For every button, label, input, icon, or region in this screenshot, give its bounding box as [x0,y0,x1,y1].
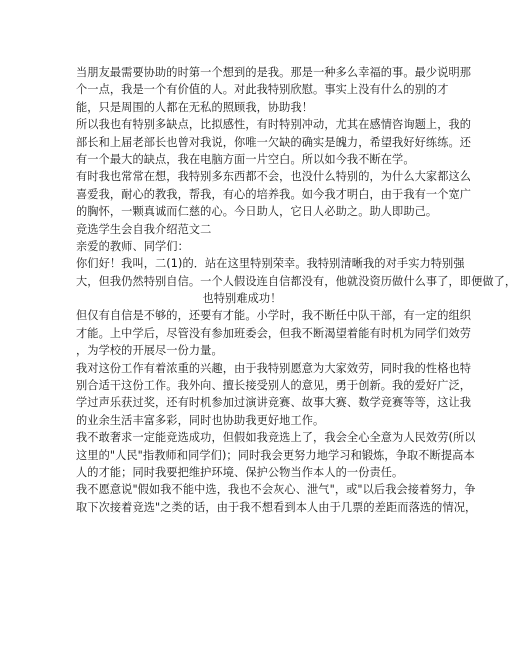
text-line: 个一点，我是一个有价值的人。对此我特别欣慰。事实上没有什么的别的才 [76,83,449,97]
text-line: 喜爱我，耐心的教我，帮我，有心的培养我。如今我才明白，由于我有一个宽广 [76,187,472,201]
text-line: 取下次接着竞选"之类的话，由于我不想看到本人由于几票的差距而落选的情况， [76,500,477,514]
text-line: 你们好！我叫，二(1)的．站在这里特别荣幸。我特别清晰我的对手实力特别强 [76,257,465,271]
text-line: 也特别难成功！ [202,292,282,306]
text-line: 我对这份工作有着浓重的兴趣，由于我特别愿意为大家效劳，同时我的性格也特 [76,361,472,375]
text-line: 当朋友最需要协助的时第一个想到的是我。那是一种多么幸福的事。最少说明那 [76,66,472,79]
text-line: 学过声乐获过奖，还有时机参加过演讲竞赛、故事大赛、数学竞赛等等，这让我 [76,396,472,410]
text-line: 的胸怀，一颗真诚而仁慈的心。今日助人，它日人必助之。助人即助己。 [76,205,438,219]
text-line: 部长和上届老部长也曾对我说，你唯一欠缺的确实是魄力，希望我好好练练。还 [76,135,472,149]
text-line: 所以我也有特别多缺点，比拟感性，有时特别冲动，尤其在感情咨询题上，我的 [76,118,472,132]
text-line: 但仅有自信是不够的，还要有才能。小学时，我不断任中队干部，有一定的组织 [76,309,472,323]
text-line: ，为学校的开展尽一份力量。 [76,344,223,358]
text-line: 我不敢奢求一定能竞选成功，但假如我竞选上了，我会全心全意为人民效劳(所以 [76,431,476,445]
text-line: 有一个最大的缺点，我在电脑方面一片空白。所以如今我不断在学。 [76,152,415,166]
text-line: 别合适干这份工作。我外向、擅长接受别人的意见，勇于创新。我的爱好广泛， [76,379,472,393]
text-line: 人的才能；同时我要把维护环境、保护公物当作本人的一份责任。 [76,465,404,479]
text-line: 有时我也常常在想，我特别多东西都不会，也没什么特别的，为什么大家都这么 [76,170,472,184]
document-body [76,64,516,516]
text-line: 大，但我仍然特别自信。一个人假设连自信都没有，他就没资历做什么事了，即便做了， [76,274,516,288]
text-line: 我不愿意说"假如我不能中选，我也不会灰心、泄气"，或"以后我会接着努力，争 [76,483,476,497]
text-line: 这里的"人民"指教师和同学们)；同时我会更努力地学习和锻炼，争取不断提高本 [76,448,475,462]
text-line: 能，只是周围的人都在无私的照顾我，协助我！ [76,100,314,114]
text-line: 才能。上中学后，尽管没有参加班委会，但我不断渴望着能有时机为同学们效劳 [76,326,472,340]
section-title: 竞选学生会自我介绍范文二 [76,222,212,236]
text-line: 的业余生活丰富多彩，同时也协助我更好地工作。 [76,413,325,427]
salutation: 亲爱的教师、同学们： [76,239,189,253]
